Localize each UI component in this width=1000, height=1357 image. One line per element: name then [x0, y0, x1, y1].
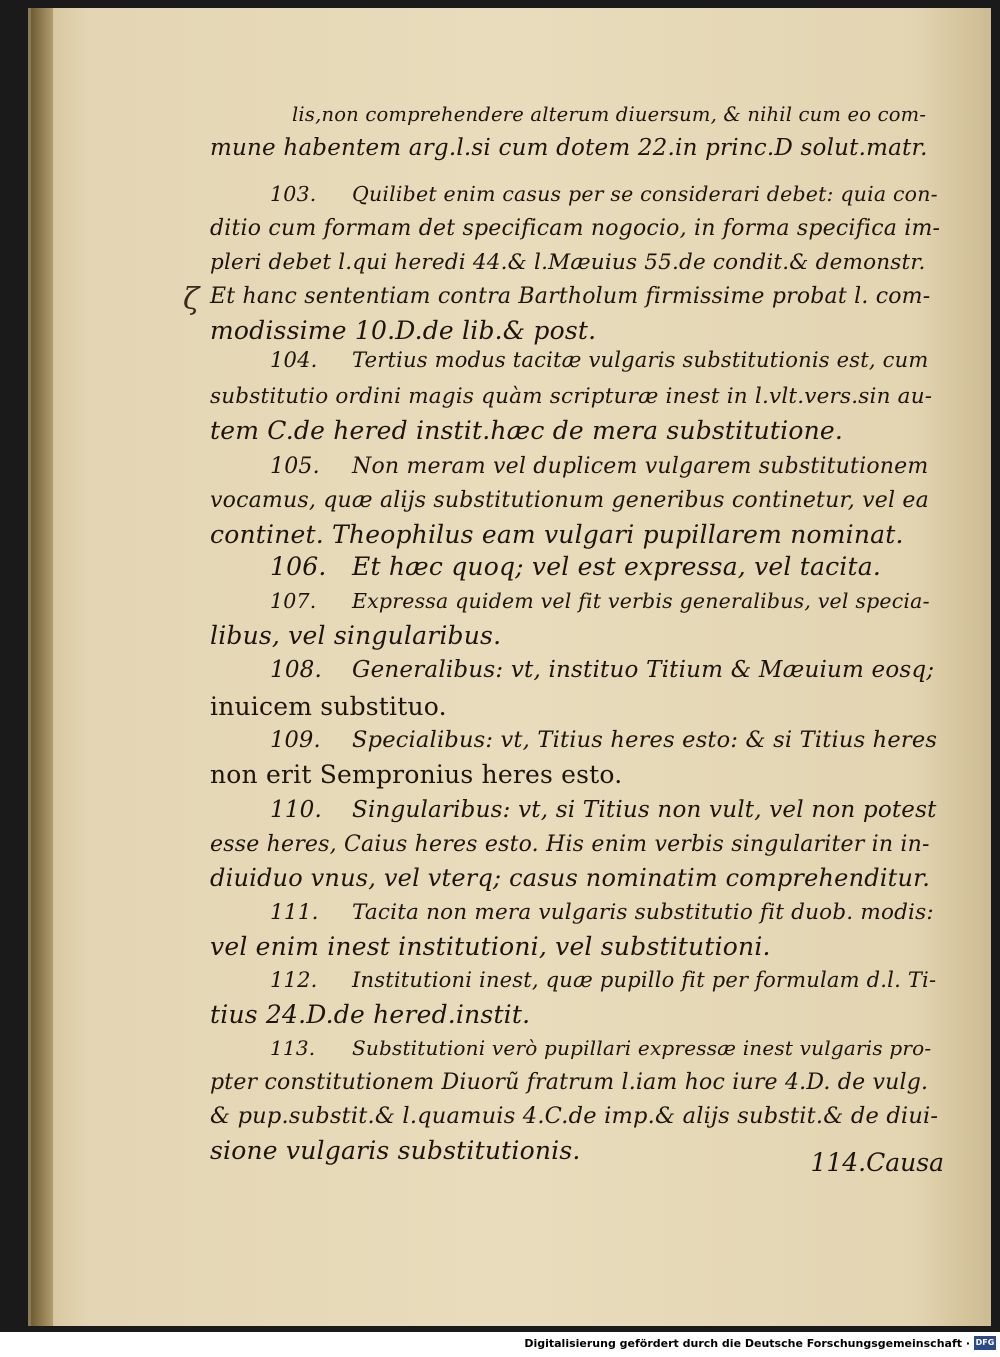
text-line: 107. Expressa quidem vel fit verbis generalibus, vel specia-	[270, 589, 930, 613]
text-line: pter constitutionem Diuorũ fratrum l.iam hoc iure 4.D. de vulg.	[210, 1070, 929, 1095]
dfg-logo-icon: DFG	[974, 1336, 996, 1350]
text-line: continet. Theophilus eam vulgari pupillarem nominat.	[210, 520, 904, 549]
margin-mark: ζ	[183, 282, 200, 317]
text-line: mune habentem arg.l.si cum dotem 22.in princ.D solut.matr.	[210, 135, 928, 161]
dfg-credit: Digitalisierung gefördert durch die Deutsche Forschungsgemeinschaft ·	[524, 1337, 970, 1350]
text-line: tius 24.D.de hered.instit.	[210, 1000, 531, 1029]
text-line: 105. Non meram vel duplicem vulgarem substitutionem	[270, 454, 929, 479]
text-line: lis,non comprehendere alterum diuersum, & nihil cum eo com-	[292, 103, 927, 126]
text-line: 103. Quilibet enim casus per se considerari debet: quia con-	[270, 182, 938, 206]
text-line: libus, vel singularibus.	[210, 621, 502, 650]
text-line: 104. Tertius modus tacitæ vulgaris substitutionis est, cum	[270, 348, 929, 372]
text-line: vocamus, quæ alijs substitutionum generibus continetur, vel ea	[210, 488, 929, 513]
text-line: non erit Sempronius heres esto.	[210, 760, 623, 789]
text-line: & pup.substit.& l.quamuis 4.C.de imp.& alijs substit.& de diui-	[210, 1103, 939, 1129]
text-line: 112. Institutioni inest, quæ pupillo fit per formulam d.l. Ti-	[270, 968, 937, 992]
catchword: 114.Causa	[810, 1148, 944, 1177]
text-line: sione vulgaris substitutionis.	[210, 1136, 581, 1165]
text-line: pleri debet l.qui heredi 44.& l.Mæuius 55.de condit.& demonstr.	[210, 250, 926, 275]
text-line: 109. Specialibus: vt, Titius heres esto: & si Titius heres	[270, 727, 938, 753]
footer	[0, 1332, 1000, 1357]
text-line: Et hanc sententiam contra Bartholum firmissime probat l. com-	[210, 284, 931, 309]
text-line: vel enim inest institutioni, vel substitutioni.	[210, 932, 771, 961]
text-line: 113. Substitutioni verò pupillari expressæ inest vulgaris pro-	[270, 1036, 932, 1060]
text-line: esse heres, Caius heres esto. His enim verbis singulariter in in-	[210, 832, 930, 857]
page-binding-edge	[31, 8, 53, 1326]
text-line: tem C.de hered instit.hæc de mera substitutione.	[210, 416, 844, 445]
text-line: modissime 10.D.de lib.& post.	[210, 316, 597, 345]
text-line: 110. Singularibus: vt, si Titius non vult, vel non potest	[270, 797, 937, 823]
text-line: diuiduo vnus, vel vterq; casus nominatim comprehenditur.	[210, 864, 931, 892]
text-line: substitutio ordini magis quàm scripturæ inest in l.vlt.vers.sin au-	[210, 384, 933, 409]
text-line: ditio cum formam det specificam nogocio, in forma specifica im-	[210, 216, 941, 241]
text-line: 108. Generalibus: vt, instituo Titium & Mæuium eosq;	[270, 657, 935, 683]
text-line: 106. Et hæc quoq; vel est expressa, vel tacita.	[270, 552, 882, 581]
text-line: inuicem substituo.	[210, 692, 447, 721]
text-line: 111. Tacita non mera vulgaris substitutio fit duob. modis:	[270, 900, 934, 925]
